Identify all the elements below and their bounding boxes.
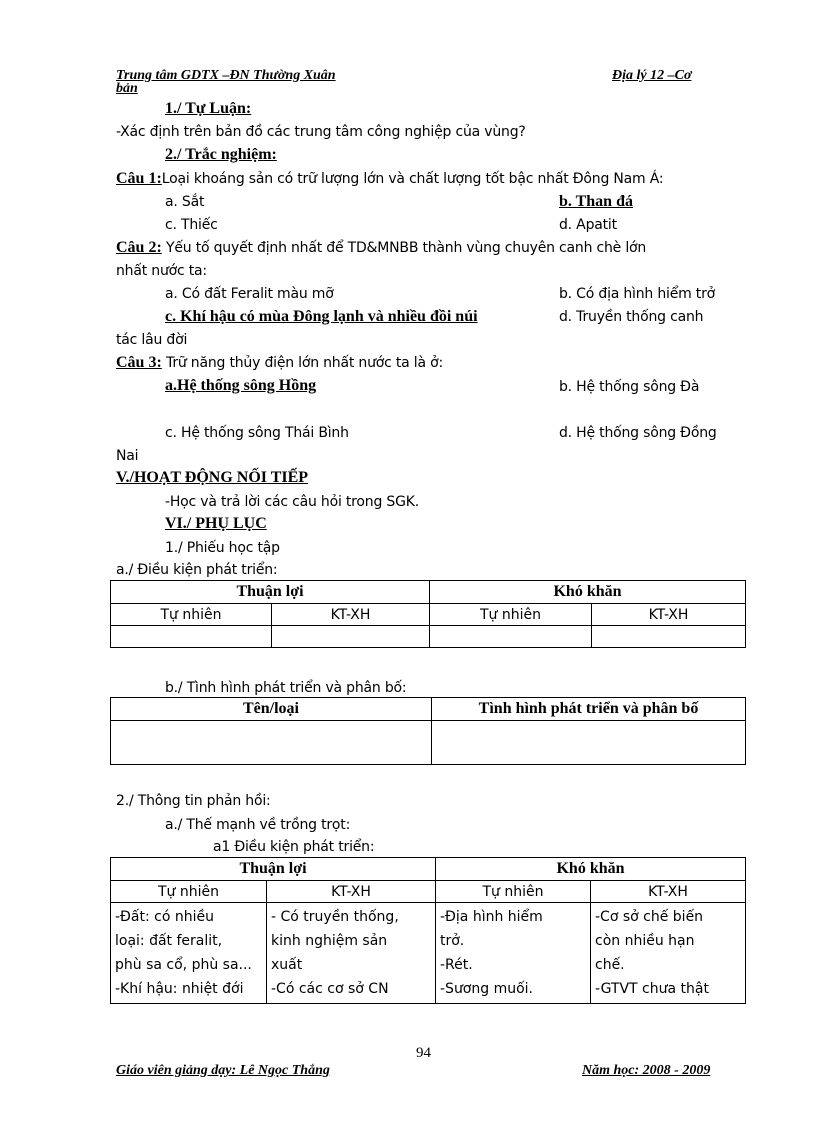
table3-cell-socioeconomic-advantages	[267, 903, 436, 1004]
table2-header-name: Tên/loại	[111, 698, 432, 721]
footer-school-year: Năm học: 2008 - 2009	[582, 1063, 711, 1078]
table3-line: -Địa hình hiểm	[440, 909, 543, 925]
table3-cell-socioeconomic-difficulties	[591, 903, 746, 1004]
table1-header-advantages: Thuận lợi	[111, 581, 430, 604]
table3-line: -Có các cơ sở CN	[271, 981, 389, 997]
question-3-label: Câu 3:	[116, 354, 162, 371]
table1-header-difficulties: Khó khăn	[430, 581, 746, 604]
q2-option-c-correct: c. Khí hậu có mùa Đông lạnh và nhiều đồi núi	[165, 308, 478, 325]
status-table	[110, 697, 746, 765]
table3-sub-socioeconomic-2: KT-XH	[591, 881, 746, 903]
table3-sub-natural: Tự nhiên	[111, 881, 267, 903]
feedback-label: 2./ Thông tin phản hồi:	[116, 793, 271, 809]
q1-option-c: c. Thiếc	[165, 217, 218, 233]
table1-cell	[272, 626, 430, 648]
q2-option-a: a. Có đất Feralit màu mỡ	[165, 286, 334, 302]
question-2-label: Câu 2:	[116, 239, 162, 256]
table3-line: -Cơ sở chế biến	[595, 909, 704, 925]
table3-header-difficulties: Khó khăn	[436, 858, 746, 881]
table1-sub-socioeconomic-2: KT-XH	[592, 604, 746, 626]
table3-line: kinh nghiệm sản	[271, 933, 388, 949]
essay-question: -Xác định trên bản đồ các trung tâm công nghiệp của vùng?	[116, 124, 526, 140]
header-left-line2: bản	[116, 81, 138, 96]
q3-option-d-cont: Nai	[116, 448, 139, 464]
table1-sub-natural-2: Tự nhiên	[430, 604, 592, 626]
crop-strength-label: a./ Thế mạnh về trồng trọt:	[165, 817, 351, 833]
q1-option-b-correct: b. Than đá	[559, 193, 633, 210]
section-title-mcq: 2./ Trắc nghiệm:	[165, 146, 277, 163]
table3-line: -Khí hậu: nhiệt đới	[115, 981, 244, 997]
table3-header-advantages: Thuận lợi	[111, 858, 436, 881]
conditions-label: a./ Điều kiện phát triển:	[116, 562, 278, 578]
header-left: Trung tâm GDTX –ĐN Thường Xuân	[116, 68, 336, 83]
page-number: 94	[416, 1045, 431, 1061]
question-3	[116, 354, 443, 372]
crop-conditions-label: a1 Điều kiện phát triển:	[213, 839, 375, 855]
crop-conditions-table	[110, 857, 746, 1004]
header-right: Địa lý 12 –Cơ	[612, 68, 692, 83]
table3-line: chế.	[595, 957, 625, 973]
table3-sub-socioeconomic: KT-XH	[267, 881, 436, 903]
question-1-label: Câu 1:	[116, 170, 162, 187]
section-title-followup: V./HOẠT ĐỘNG NỐI TIẾP	[116, 469, 309, 486]
table3-line: -Rét.	[440, 957, 473, 973]
question-1-text: Loại khoáng sản có trữ lượng lớn và chất lượng tốt bậc nhất Đông Nam Á:	[161, 171, 664, 187]
table1-cell	[111, 626, 272, 648]
table1-cell	[430, 626, 592, 648]
table2-cell	[111, 721, 432, 765]
q1-option-a: a. Sắt	[165, 194, 205, 210]
table3-line: - Có truyền thống,	[271, 909, 399, 925]
q2-option-d-cont: tác lâu đời	[116, 332, 188, 348]
table3-line: loại: đất feralit,	[115, 933, 223, 949]
q1-option-d: d. Apatit	[559, 217, 617, 233]
table2-cell	[432, 721, 746, 765]
q2-option-d: d. Truyền thống canh	[559, 309, 704, 325]
question-2-text: Yếu tố quyết định nhất để TD&MNBB thành vùng chuyên canh chè lớn	[161, 240, 647, 256]
q3-option-d: d. Hệ thống sông Đồng	[559, 425, 717, 441]
table3-line: còn nhiều hạn	[595, 933, 695, 949]
section-title-essay: 1./ Tự Luận:	[165, 100, 252, 117]
table3-line: trở.	[440, 933, 465, 949]
table2-header-status: Tình hình phát triển và phân bố	[432, 698, 746, 721]
question-2-text-cont: nhất nước ta:	[116, 263, 207, 279]
table1-sub-socioeconomic: KT-XH	[272, 604, 430, 626]
conditions-table	[110, 580, 746, 648]
followup-text: -Học và trả lời các câu hỏi trong SGK.	[165, 494, 419, 510]
table3-line: phù sa cổ, phù sa...	[115, 957, 252, 973]
section-title-appendix: VI./ PHỤ LỤC	[165, 515, 267, 532]
table3-line: -GTVT chưa thật	[595, 981, 709, 997]
table3-sub-natural-2: Tự nhiên	[436, 881, 591, 903]
table3-line: -Sương muối.	[440, 981, 534, 997]
footer-teacher: Giáo viên giảng dạy: Lê Ngọc Thắng	[116, 1063, 330, 1078]
table1-cell	[592, 626, 746, 648]
table3-line: xuất	[271, 957, 303, 973]
table1-sub-natural: Tự nhiên	[111, 604, 272, 626]
question-2	[116, 239, 646, 257]
q3-option-c: c. Hệ thống sông Thái Bình	[165, 425, 349, 441]
question-3-text: Trữ năng thủy điện lớn nhất nước ta là ở:	[161, 355, 443, 371]
status-label: b./ Tình hình phát triển và phân bố:	[165, 680, 407, 696]
appendix-worksheet: 1./ Phiếu học tập	[165, 540, 280, 556]
q2-option-b: b. Có địa hình hiểm trở	[559, 286, 716, 302]
q3-option-b: b. Hệ thống sông Đà	[559, 379, 700, 395]
table3-cell-natural-difficulties	[436, 903, 591, 1004]
table3-line: -Đất: có nhiều	[115, 909, 214, 925]
question-1	[116, 170, 663, 188]
table3-cell-natural-advantages	[111, 903, 267, 1004]
q3-option-a-correct: a.Hệ thống sông Hồng	[165, 377, 317, 394]
